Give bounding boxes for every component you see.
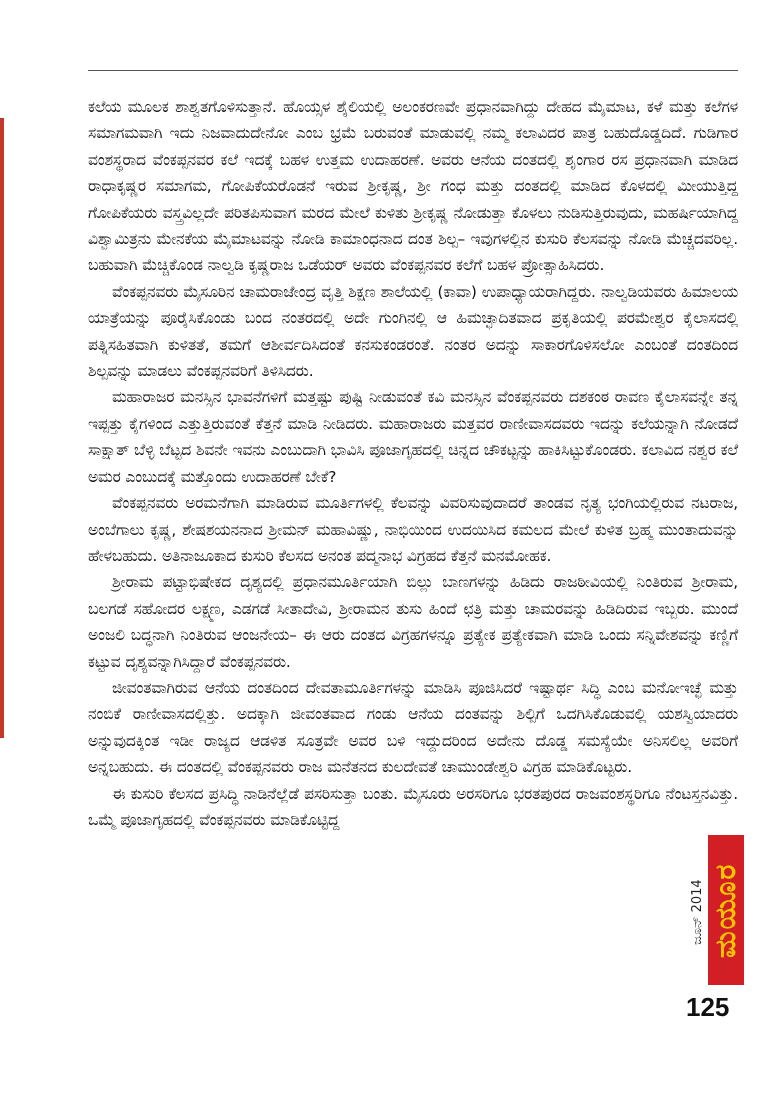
magazine-sidebar <box>684 805 744 985</box>
paragraph-4: ವೆಂಕಪ್ಪನವರು ಅರಮನೆಗಾಗಿ ಮಾಡಿರುವ ಮೂರ್ತಿಗಳಲ್ಲಿ ಕೆಲವನ್ನು ವಿವರಿಸುವುದಾದರೆ ತಾಂಡವ ನೃತ್ಯ ಭಂಗಿಯಲ್ಲಿರುವ ನಟರಾಜ, ಅಂಬೆಗಾಲು ಕೃಷ್ಣ, ಶೇಷಶಯನನಾದ ಶ್ರೀಮನ್ ಮಹಾವಿಷ್ಣು, ನಾಭಿಯಿಂದ ಉದಯಿಸಿದ ಕಮಲದ ಮೇಲೆ ಕುಳಿತ ಬ್ರಹ್ಮ ಮುಂತಾದುವನ್ನು ಹೇಳಬಹುದು. ಅತಿನಾಜೂಕಾದ ಕುಸುರಿ ಕೆಲಸದ ಅನಂತ ಪದ್ಮನಾಭ ವಿಗ್ರಹದ ಕೆತ್ತನೆ ಮನಮೋಹಕ. <box>88 494 738 565</box>
paragraph-6: ಜೀವಂತವಾಗಿರುವ ಆನೆಯ ದಂತದಿಂದ ದೇವತಾಮೂರ್ತಿಗಳನ್ನು ಮಾಡಿಸಿ ಪೂಜಿಸಿದರೆ ಇಷ್ಟಾರ್ಥ ಸಿದ್ಧಿ ಎಂಬ ಮನೋಇಚ್ಛೆ ಮತ್ತು ನಂಬಿಕೆ ರಾಣೀವಾಸದಲ್ಲಿತ್ತು. ಅದಕ್ಕಾಗಿ ಜೀವಂತವಾದ ಗಂಡು ಆನೆಯ ದಂತವನ್ನು ಶಿಲ್ಪಿಗೆ ಒದಗಿಸಿಕೊಡುವಲ್ಲಿ ಯಶಸ್ವಿಯಾದರು ಅನ್ನುವುದಕ್ಕಿಂತ ಇಡೀ ರಾಜ್ಯದ ಆಡಳಿತ ಸೂತ್ರವೇ ಅವರ ಬಳಿ ಇದ್ದುದರಿಂದ ಅದೇನು ದೊಡ್ಡ ಸಮಸ್ಯೆಯೇ ಅನಿಸಲಿಲ್ಲ ಅವರಿಗೆ ಅನ್ನಬಹುದು. ಈ ದಂತದಲ್ಲಿ ವೆಂಕಪ್ಪನವರು ರಾಜ ಮನೆತನದ ಕುಲದೇವತೆ ಚಾಮುಂಡೇಶ್ವರಿ ವಿಗ್ರಹ ಮಾಡಿಕೊಟ್ಟರು. <box>88 678 738 777</box>
issue-date: ಜೂನ್ 2014 <box>690 879 705 945</box>
paragraph-7: ಈ ಕುಸುರಿ ಕೆಲಸದ ಪ್ರಸಿದ್ಧಿ ನಾಡಿನೆಲ್ಲೆಡೆ ಪಸರಿಸುತ್ತಾ ಬಂತು. ಮೈಸೂರು ಅರಸರಿಗೂ ಭರತಪುರದ ರಾಜವಂಶಸ್ಥರಿಗೂ ನೆಂಟಸ್ತನವಿತ್ತು. ಒಮ್ಮೆ ಪೂಜಾಗೃಹದಲ್ಲಿ ವೆಂಕಪ್ಪನವರು ಮಾಡಿಕೊಟ್ಟಿದ್ದ <box>88 784 738 829</box>
paragraph-5: ಶ್ರೀರಾಮ ಪಟ್ಟಾಭಿಷೇಕದ ದೃಶ್ಯದಲ್ಲಿ ಪ್ರಧಾನಮೂರ್ತಿಯಾಗಿ ಬಿಲ್ಲು ಬಾಣಗಳನ್ನು ಹಿಡಿದು ರಾಜಠೀವಿಯಲ್ಲಿ ನಿಂತಿರುವ ಶ್ರೀರಾಮ, ಬಲಗಡೆ ಸಹೋದರ ಲಕ್ಷ್ಮಣ, ಎಡಗಡೆ ಸೀತಾದೇವಿ, ಶ್ರೀರಾಮನ ತುಸು ಹಿಂದೆ ಛತ್ರಿ ಮತ್ತು ಚಾಮರವನ್ನು ಹಿಡಿದಿರುವ ಇಬ್ಬರು. ಮುಂದೆ ಅಂಜಲಿ ಬದ್ಧನಾಗಿ ನಿಂತಿರುವ ಆಂಜನೇಯ– ಈ ಆರು ದಂತದ ವಿಗ್ರಹಗಳನ್ನೂ ಪ್ರತ್ಯೇಕ ಪ್ರತ್ಯೇಕವಾಗಿ ಮಾಡಿ ಒಂದು ಸನ್ನಿವೇಶವನ್ನು ಕಣ್ಣಿಗೆ ಕಟ್ಟುವ ದೃಶ್ಯವನ್ನಾಗಿಸಿದ್ದಾರೆ ವೆಂಕಪ್ಪನವರು. <box>88 573 738 671</box>
paragraph-2: ವೆಂಕಪ್ಪನವರು ಮೈಸೂರಿನ ಚಾಮರಾಜೇಂದ್ರ ವೃತ್ತಿ ಶಿಕ್ಷಣ ಶಾಲೆಯಲ್ಲಿ (ಕಾವಾ) ಉಪಾಧ್ಯಾಯರಾಗಿದ್ದರು. ನಾಲ್ವಡಿಯವರು ಹಿಮಾಲಯ ಯಾತ್ರೆಯನ್ನು ಪೂರೈಸಿಕೊಂಡು ಬಂದ ನಂತರದಲ್ಲಿ ಅದೇ ಗುಂಗಿನಲ್ಲಿ ಆ ಹಿಮಚ್ಛಾದಿತವಾದ ಪ್ರಕೃತಿಯಲ್ಲಿ ಪರಮೇಶ್ವರ ಕೈಲಾಸದಲ್ಲಿ ಪತ್ನಿಸಹಿತವಾಗಿ ಕುಳಿತತೆ, ತಮಗೆ ಆಶೀರ್ವದಿಸಿದಂತೆ ಕನಸುಕಂಡರಂತೆ. ನಂತರ ಅದನ್ನು ಸಾಕಾರಗೊಳಿಸಲೋ ಎಂಬಂತೆ ದಂತದಿಂದ ಶಿಲ್ಪವನ್ನು ಮಾಡಲು ವೆಂಕಪ್ಪನವರಿಗೆ ತಿಳಿಸಿದರು. <box>88 282 738 381</box>
page-edge-marker <box>0 118 4 738</box>
page-number: 125 <box>686 992 730 1022</box>
paragraph-3: ಮಹಾರಾಜರ ಮನಸ್ಸಿನ ಭಾವನೆಗಳಿಗೆ ಮತ್ತಷ್ಟು ಪುಷ್ಟಿ ನೀಡುವಂತೆ ಕವಿ ಮನಸ್ಸಿನ ವೆಂಕಪ್ಪನವರು ದಶಕಂಠ ರಾವಣ ಕೈಲಾಸವನ್ನೇ ತನ್ನ ಇಪ್ಪತ್ತು ಕೈಗಳಿಂದ ಎತ್ತುತ್ತಿರುವಂತೆ ಕೆತ್ತನೆ ಮಾಡಿ ನೀಡಿದರು. ಮಹಾರಾಜರು ಮತ್ತವರ ರಾಣೀವಾಸದವರು ಇದನ್ನು ಕಲೆಯನ್ನಾಗಿ ನೋಡದೆ ಸಾಕ್ಷಾತ್ ಬೆಳ್ಳಿ ಬೆಟ್ಟದ ಶಿವನೇ ಇವನು ಎಂಬುದಾಗಿ ಭಾವಿಸಿ ಪೂಜಾಗೃಹದಲ್ಲಿ ಚಿನ್ನದ ಚೌಕಟ್ಟನ್ನು ಹಾಕಿಸಿಟ್ಟುಕೊಂಡರು. ಕಲಾವಿದ ನಶ್ವರ ಕಲೆ ಅಮರ ಎಂಬುದಕ್ಕೆ ಮತ್ತೊಂದು ಉದಾಹರಣೆ ಬೇಕೆ? <box>88 388 738 486</box>
paragraph-1: ಕಲೆಯ ಮೂಲಕ ಶಾಶ್ವತಗೊಳಿಸುತ್ತಾನೆ. ಹೊಯ್ಸಳ ಶೈಲಿಯಲ್ಲಿ ಅಲಂಕರಣವೇ ಪ್ರಧಾನವಾಗಿದ್ದು ದೇಹದ ಮೈಮಾಟ, ಕಳೆ ಮತ್ತು ಕಲೆಗಳ ಸಮಾಗಮವಾಗಿ ಇದು ನಿಜವಾದುದೇನೋ ಎಂಬ ಭ್ರಮೆ ಬರುವಂತೆ ಮಾಡುವಲ್ಲಿ ನಮ್ಮ ಕಲಾವಿದರ ಪಾತ್ರ ಬಹುದೊಡ್ಡದಿದೆ. ಗುಡಿಗಾರ ವಂಶಸ್ಥರಾದ ವೆಂಕಪ್ಪನವರ ಕಲೆ ಇದಕ್ಕೆ ಬಹಳ ಉತ್ತಮ ಉದಾಹರಣೆ. ಅವರು ಆನೆಯ ದಂತದಲ್ಲಿ ಶೃಂಗಾರ ರಸ ಪ್ರಧಾನವಾಗಿ ಮಾಡಿದ ರಾಧಾಕೃಷ್ಣರ ಸಮಾಗಮ, ಗೋಪಿಕೆಯರೊಡನೆ ಇರುವ ಶ್ರೀಕೃಷ್ಣ, ಶ್ರೀ ಗಂಧ ಮತ್ತು ದಂತದಲ್ಲಿ ಮಾಡಿದ ಕೊಳದಲ್ಲಿ ಮೀಯುತ್ತಿದ್ದ ಗೋಪಿಕೆಯರು ವಸ್ತ್ರವಿಲ್ಲದೇ ಪರಿತಪಿಸುವಾಗ ಮರದ ಮೇಲೆ ಕುಳಿತು ಶ್ರೀಕೃಷ್ಣ ನೋಡುತ್ತಾ ಕೊಳಲು ನುಡಿಸುತ್ತಿರುವುದು, ಮಹರ್ಷಿಯಾಗಿದ್ದ ವಿಶ್ವಾಮಿತ್ರನು ಮೇನಕೆಯ ಮೈಮಾಟವನ್ನು ನೋಡಿ ಕಾಮಾಂಧನಾದ ದಂತ ಶಿಲ್ಪ– ಇವುಗಳಲ್ಲಿನ ಕುಸುರಿ ಕೆಲಸವನ್ನು ನೋಡಿ ಮೆಚ್ಚದವರಿಲ್ಲ. ಬಹುವಾಗಿ ಮೆಚ್ಚಿಕೊಂಡ ನಾಲ್ವಡಿ ಕೃಷ್ಣರಾಜ ಒಡೆಯರ್ ಅವರು ವೆಂಕಪ್ಪನವರ ಕಲೆಗೆ ಬಹಳ ಪ್ರೋತ್ಸಾಹಿಸಿದರು. <box>88 98 738 275</box>
top-divider <box>88 70 738 71</box>
magazine-logo: ಮಯೂರ <box>708 835 744 985</box>
article-body <box>88 94 738 833</box>
